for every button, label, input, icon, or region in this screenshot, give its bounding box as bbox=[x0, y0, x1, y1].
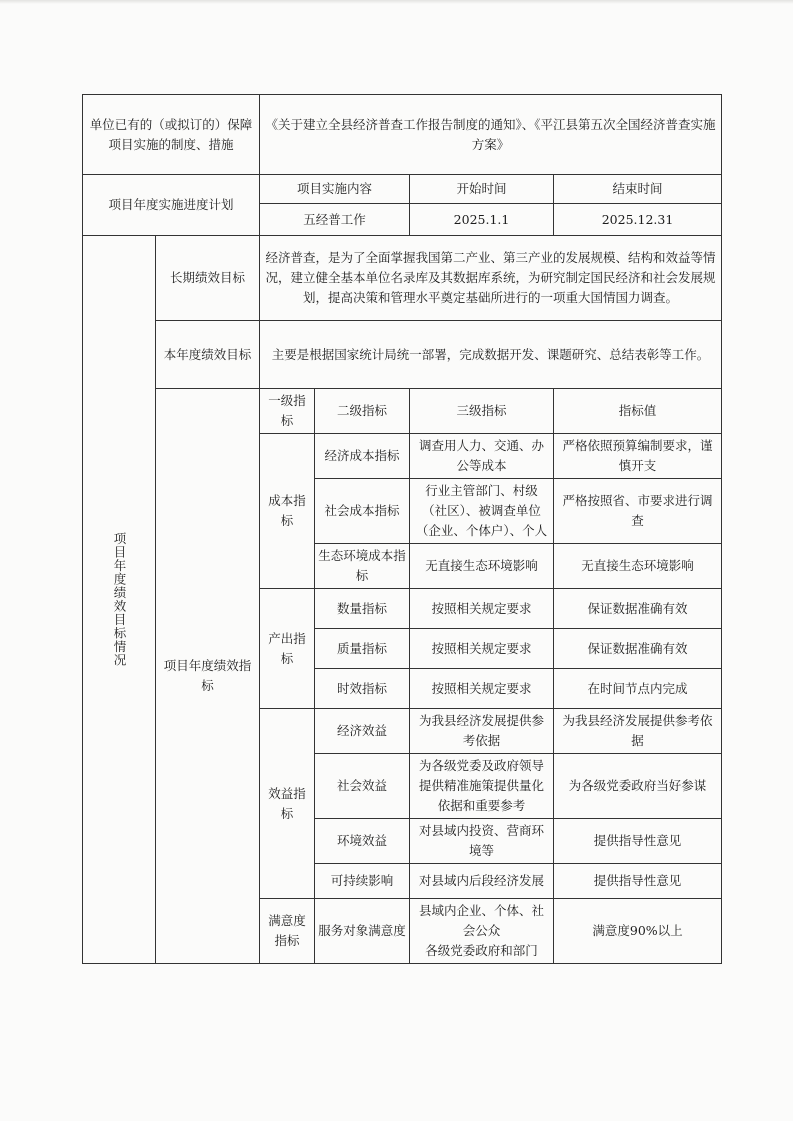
schedule-content: 五经普工作 bbox=[260, 204, 410, 236]
long-term-label: 长期绩效目标 bbox=[156, 236, 260, 321]
long-term-row bbox=[83, 236, 722, 321]
header-value: 指标值 bbox=[554, 389, 722, 434]
level3-cell: 按照相关规定要求 bbox=[410, 629, 554, 669]
benefit-label: 效益指标 bbox=[260, 709, 315, 899]
cost-label: 成本指标 bbox=[260, 434, 315, 589]
schedule-header-row bbox=[83, 175, 722, 204]
value-cell: 满意度90%以上 bbox=[554, 899, 722, 964]
schedule-header-end: 结束时间 bbox=[554, 175, 722, 204]
level2-cell: 可持续影响 bbox=[315, 864, 410, 899]
indicator-header-row bbox=[83, 389, 722, 434]
annual-text: 主要是根据国家统计局统一部署，完成数据开发、课题研究、总结表彰等工作。 bbox=[260, 321, 722, 389]
policy-content: 《关于建立全县经济普查工作报告制度的通知》、《平江县第五次全国经济普查实施方案》 bbox=[260, 95, 722, 175]
schedule-end: 2025.12.31 bbox=[554, 204, 722, 236]
value-cell: 严格按照省、市要求进行调查 bbox=[554, 479, 722, 544]
level2-cell: 环境效益 bbox=[315, 819, 410, 864]
schedule-label: 项目年度实施进度计划 bbox=[83, 175, 260, 236]
value-cell: 无直接生态环境影响 bbox=[554, 544, 722, 589]
level2-cell: 社会效益 bbox=[315, 754, 410, 819]
annual-label: 本年度绩效目标 bbox=[156, 321, 260, 389]
output-label: 产出指标 bbox=[260, 589, 315, 709]
level2-cell: 质量指标 bbox=[315, 629, 410, 669]
level2-cell: 时效指标 bbox=[315, 669, 410, 709]
level2-cell: 经济效益 bbox=[315, 709, 410, 754]
indicator-label: 项目年度绩效指标 bbox=[156, 389, 260, 964]
level3-cell: 为各级党委及政府领导提供精准施策提供量化依据和重要参考 bbox=[410, 754, 554, 819]
value-cell: 严格依照预算编制要求，谨慎开支 bbox=[554, 434, 722, 479]
value-cell: 为我县经济发展提供参考依据 bbox=[554, 709, 722, 754]
level3-cell: 为我县经济发展提供参考依据 bbox=[410, 709, 554, 754]
satisfaction-label: 满意度指标 bbox=[260, 899, 315, 964]
level2-cell: 数量指标 bbox=[315, 589, 410, 629]
header-level3: 三级指标 bbox=[410, 389, 554, 434]
policy-label: 单位已有的（或拟订的）保障项目实施的制度、措施 bbox=[83, 95, 260, 175]
schedule-header-start: 开始时间 bbox=[410, 175, 554, 204]
level3-line-b: 各级党委政府和部门 bbox=[425, 943, 538, 958]
level3-cell bbox=[410, 899, 554, 964]
value-cell: 在时间节点内完成 bbox=[554, 669, 722, 709]
value-cell: 保证数据准确有效 bbox=[554, 629, 722, 669]
value-cell: 为各级党委政府当好参谋 bbox=[554, 754, 722, 819]
goals-section-label: 项目年度绩效目标情况 bbox=[83, 236, 156, 964]
schedule-start: 2025.1.1 bbox=[410, 204, 554, 236]
level3-cell: 对县域内投资、营商环境等 bbox=[410, 819, 554, 864]
value-cell: 保证数据准确有效 bbox=[554, 589, 722, 629]
annual-row bbox=[83, 321, 722, 389]
level2-cell: 生态环境成本指标 bbox=[315, 544, 410, 589]
header-level1: 一级指标 bbox=[260, 389, 315, 434]
policy-row bbox=[83, 95, 722, 175]
level3-cell: 行业主管部门、村级（社区）、被调查单位（企业、个体户）、个人 bbox=[410, 479, 554, 544]
performance-table bbox=[82, 94, 722, 964]
level3-cell: 对县域内后段经济发展 bbox=[410, 864, 554, 899]
level3-cell: 调查用人力、交通、办公等成本 bbox=[410, 434, 554, 479]
header-level2: 二级指标 bbox=[315, 389, 410, 434]
level2-cell: 服务对象满意度 bbox=[315, 899, 410, 964]
level2-cell: 社会成本指标 bbox=[315, 479, 410, 544]
schedule-header-content: 项目实施内容 bbox=[260, 175, 410, 204]
level2-cell: 经济成本指标 bbox=[315, 434, 410, 479]
level3-cell: 按照相关规定要求 bbox=[410, 669, 554, 709]
value-cell: 提供指导性意见 bbox=[554, 864, 722, 899]
value-cell: 提供指导性意见 bbox=[554, 819, 722, 864]
long-term-text: 经济普查，是为了全面掌握我国第二产业、第三产业的发展规模、结构和效益等情况，建立健全基本单位名录库及其数据库系统，为研究制定国民经济和社会发展规划，提高决策和管理水平奠定基础所进行的一项重大国情国力调查。 bbox=[260, 236, 722, 321]
level3-line-a: 县域内企业、个体、社会公众 bbox=[419, 903, 545, 938]
scan-edge bbox=[0, 0, 793, 4]
level3-cell: 无直接生态环境影响 bbox=[410, 544, 554, 589]
level3-cell: 按照相关规定要求 bbox=[410, 589, 554, 629]
